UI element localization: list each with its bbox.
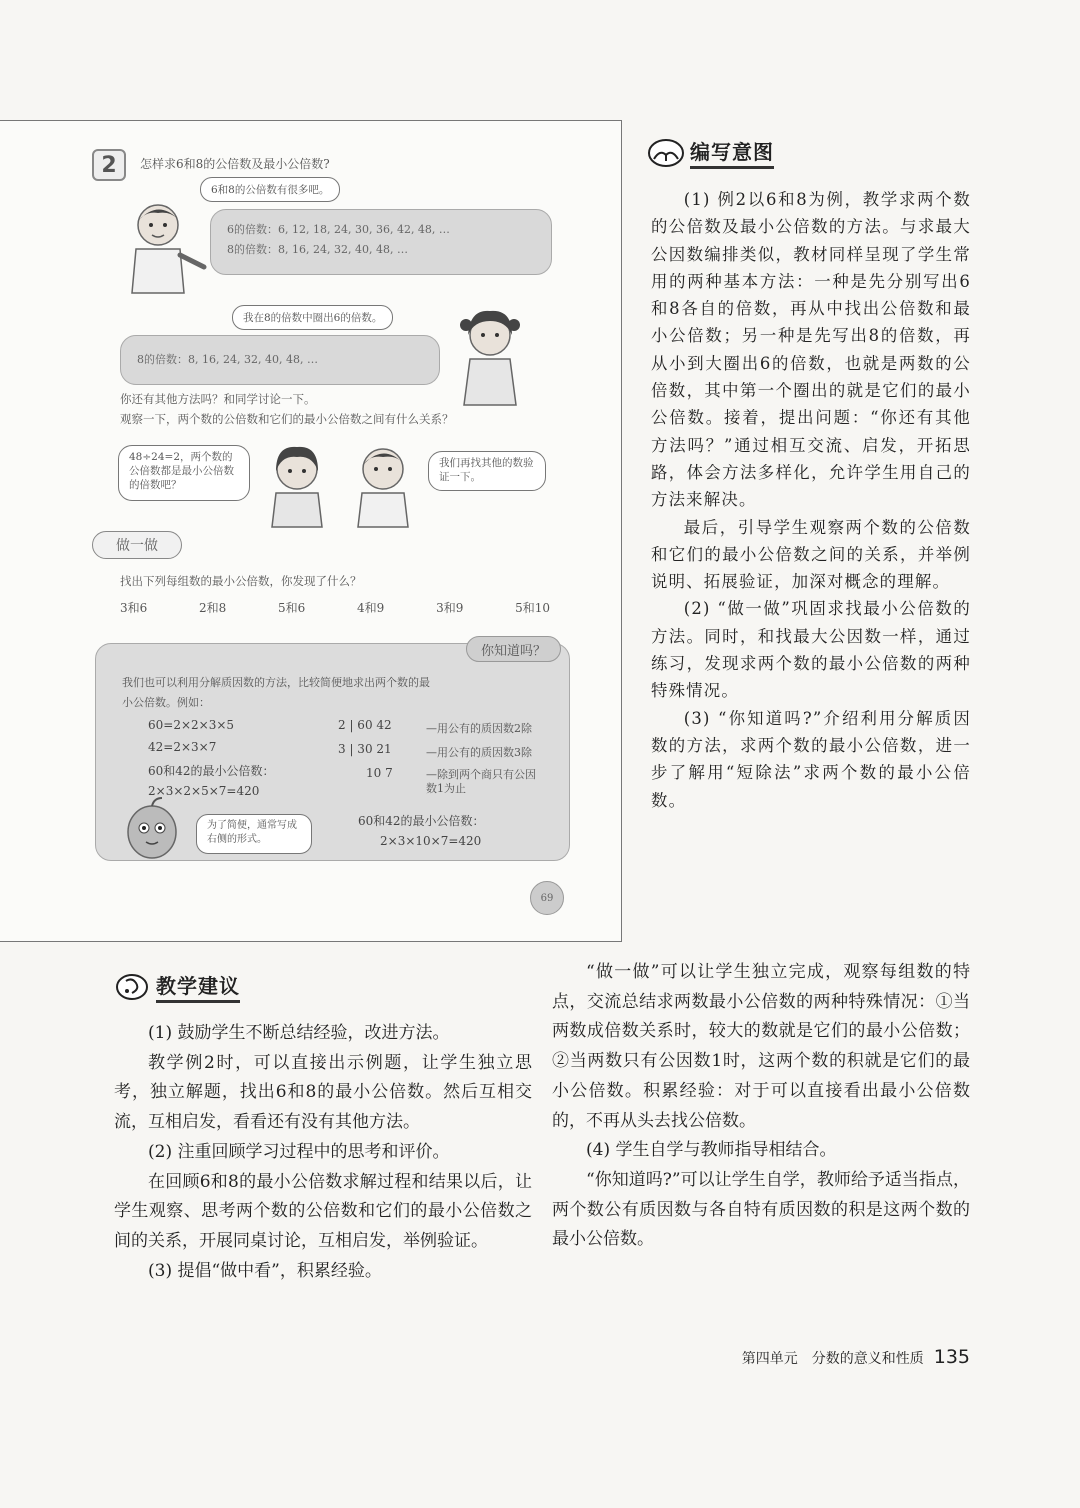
footer-unit-title: 第四单元 分数的意义和性质 xyxy=(741,1351,924,1367)
intent-heading-label: 编写意图 xyxy=(690,136,774,169)
intent-paragraph-2: 最后，引导学生观察两个数的公倍数和它们的最小公倍数之间的关系，并举例说明、拓展验证，加深对概念的理解。 xyxy=(651,517,971,592)
pair-item: 3和6 xyxy=(120,601,148,615)
pair-item: 5和6 xyxy=(278,601,306,615)
advice-heading xyxy=(114,970,240,1003)
speech-bubble-4 xyxy=(428,451,546,491)
pair-item: 2和8 xyxy=(199,601,227,615)
intent-body xyxy=(651,186,971,814)
zuo-yi-zuo-prompt: 找出下列每组数的最小公倍数，你发现了什么？ xyxy=(120,574,362,588)
intent-heading xyxy=(648,136,774,169)
intent-paragraph-4: (3) “你知道吗?”介绍利用分解质因数的方法，求两个数的最小公倍数，进一步了解用“短除法”求两个数的最小公倍数。 xyxy=(651,708,971,810)
multiples-of-8: 8的倍数：8, 16, 24, 32, 40, 48, … xyxy=(227,243,408,256)
number-pairs xyxy=(120,599,550,616)
short-division-row-1: 2 | 60 42 xyxy=(338,718,392,732)
know-intro-line-1: 我们也可以利用分解质因数的方法，比较简便地求出两个数的最 xyxy=(122,676,430,689)
did-you-know-label: 你知道吗？ xyxy=(466,636,561,662)
mascot-speech-bubble xyxy=(196,814,312,854)
did-you-know-box xyxy=(95,643,570,861)
boy-illustration xyxy=(118,193,208,303)
advice-heading-label: 教学建议 xyxy=(156,970,240,1003)
short-division-row-3: 10 7 xyxy=(366,766,393,780)
lcm-label-1: 60和42的最小公倍数： xyxy=(148,764,275,778)
advice-left-paragraph: 在回顾6和8的最小公倍数求解过程和结果以后，让学生观察、思考两个数的公倍数和它们的最小公倍数之间的关系，开展同桌讨论，互相启发，举例验证。 xyxy=(114,1171,532,1251)
factorization-42: 42=2×3×7 xyxy=(148,740,217,754)
multiples-panel-1 xyxy=(210,209,552,275)
mascot-illustration xyxy=(118,794,188,864)
footer-page-number: 135 xyxy=(933,1346,970,1368)
speech-bubble-3-text: 48÷24=2，两个数的公倍数都是最小公倍数的倍数吧？ xyxy=(129,451,234,491)
girl-illustration-2 xyxy=(262,439,332,529)
zuo-yi-zuo-label: 做一做 xyxy=(92,531,182,559)
advice-left-paragraph: (3) 提倡“做中看”，积累经验。 xyxy=(148,1260,382,1281)
advice-right-paragraph: “你知道吗?”可以让学生自学，教师给予适当指点，两个数公有质因数与各自特有质因数的积是这两个数的最小公倍数。 xyxy=(552,1169,970,1250)
advice-left-paragraph: (1) 鼓励学生不断总结经验，改进方法。 xyxy=(148,1023,450,1043)
teaching-advice-icon xyxy=(114,973,150,1001)
lcm-product-1: 2×3×2×5×7=420 xyxy=(148,784,260,798)
mascot-speech-text: 为了简便，通常写成右侧的形式。 xyxy=(207,820,297,845)
lcm-label-2: 60和42的最小公倍数： xyxy=(358,814,485,828)
speech-bubble-1: 6和8的公倍数有很多吧。 xyxy=(200,177,340,202)
short-division-note-3-text: —除到两个商只有公因数1为止 xyxy=(426,768,536,795)
open-book-icon xyxy=(648,139,684,167)
speech-bubble-2: 我在8的倍数中圈出6的倍数。 xyxy=(232,305,393,330)
speech-bubble-4-text: 我们再找其他的数验证一下。 xyxy=(439,457,534,483)
textbook-page-number: 69 xyxy=(530,881,564,915)
page-footer xyxy=(742,1346,970,1368)
advice-right-column xyxy=(552,958,970,1255)
pair-item: 4和9 xyxy=(357,601,385,615)
pair-item: 3和9 xyxy=(436,601,464,615)
pair-item: 5和10 xyxy=(515,601,550,615)
intent-paragraph-3: (2) “做一做”巩固求找最小公倍数的方法。同时，和找最大公因数一样，通过练习，发现求两个数的最小公倍数的两种特殊情况。 xyxy=(651,599,971,701)
textbook-inset xyxy=(0,120,622,942)
short-division-note-1: —用公有的质因数2除 xyxy=(426,722,532,735)
know-intro-line-2: 小公倍数。例如： xyxy=(122,696,210,709)
discussion-question-2: 观察一下，两个数的公倍数和它们的最小公倍数之间有什么关系？ xyxy=(120,412,454,426)
intent-paragraph-1: (1) 例2以6和8为例，教学求两个数的公倍数及最小公倍数的方法。与求最大公因数编排类似，教材同样呈现了学生常用的两种基本方法：一种是先分别写出6和8各自的倍数，再从中找出公倍数和最小公倍数；另一种是先写出8的倍数，再从小到大圈出6的倍数，也就是两数的公倍数，其中第一个圈出的就是它们的最小公倍数。接着，提出问题：“你还有其他方法吗？”通过相互交流、启发，开拓思路，体会方法多样化，允许学生用自己的方法来解决。 xyxy=(651,190,971,510)
example-number-badge: 2 xyxy=(92,149,126,181)
short-division-note-3 xyxy=(426,768,546,796)
multiples-panel-2 xyxy=(120,335,440,385)
advice-left-column xyxy=(114,1019,532,1286)
circled-multiples: 8的倍数：8, 16, 24, 32, 40, 48, … xyxy=(137,353,318,366)
girl-illustration xyxy=(450,301,530,411)
lcm-product-2: 2×3×10×7=420 xyxy=(380,834,482,848)
discussion-question-1: 你还有其他方法吗？和同学讨论一下。 xyxy=(120,392,316,406)
advice-right-paragraph: “做一做”可以让学生独立完成，观察每组数的特点，交流总结求两数最小公倍数的两种特殊情况：①当两数成倍数关系时，较大的数就是它们的最小公倍数；②当两数只有公因数1时，这两个数的积就是它们的最小公倍数。积累经验：对于可以直接看出最小公倍数的，不再从头去找公倍数。 xyxy=(552,962,970,1131)
boy-illustration-2 xyxy=(348,439,418,529)
speech-bubble-3 xyxy=(118,445,250,501)
multiples-of-6: 6的倍数：6, 12, 18, 24, 30, 36, 42, 48, … xyxy=(227,223,450,236)
advice-right-paragraph: (4) 学生自学与教师指导相结合。 xyxy=(586,1140,837,1161)
example-question: 怎样求6和8的公倍数及最小公倍数? xyxy=(140,157,330,171)
short-division-row-2: 3 | 30 21 xyxy=(338,742,392,756)
factorization-60: 60=2×2×3×5 xyxy=(148,718,235,732)
short-division-note-2: —用公有的质因数3除 xyxy=(426,746,532,759)
advice-left-paragraph: (2) 注重回顾学习过程中的思考和评价。 xyxy=(148,1141,450,1162)
advice-left-paragraph: 教学例2时，可以直接出示例题，让学生独立思考，独立解题，找出6和8的最小公倍数。然后互相交流，互相启发，看看还有没有其他方法。 xyxy=(114,1052,532,1133)
